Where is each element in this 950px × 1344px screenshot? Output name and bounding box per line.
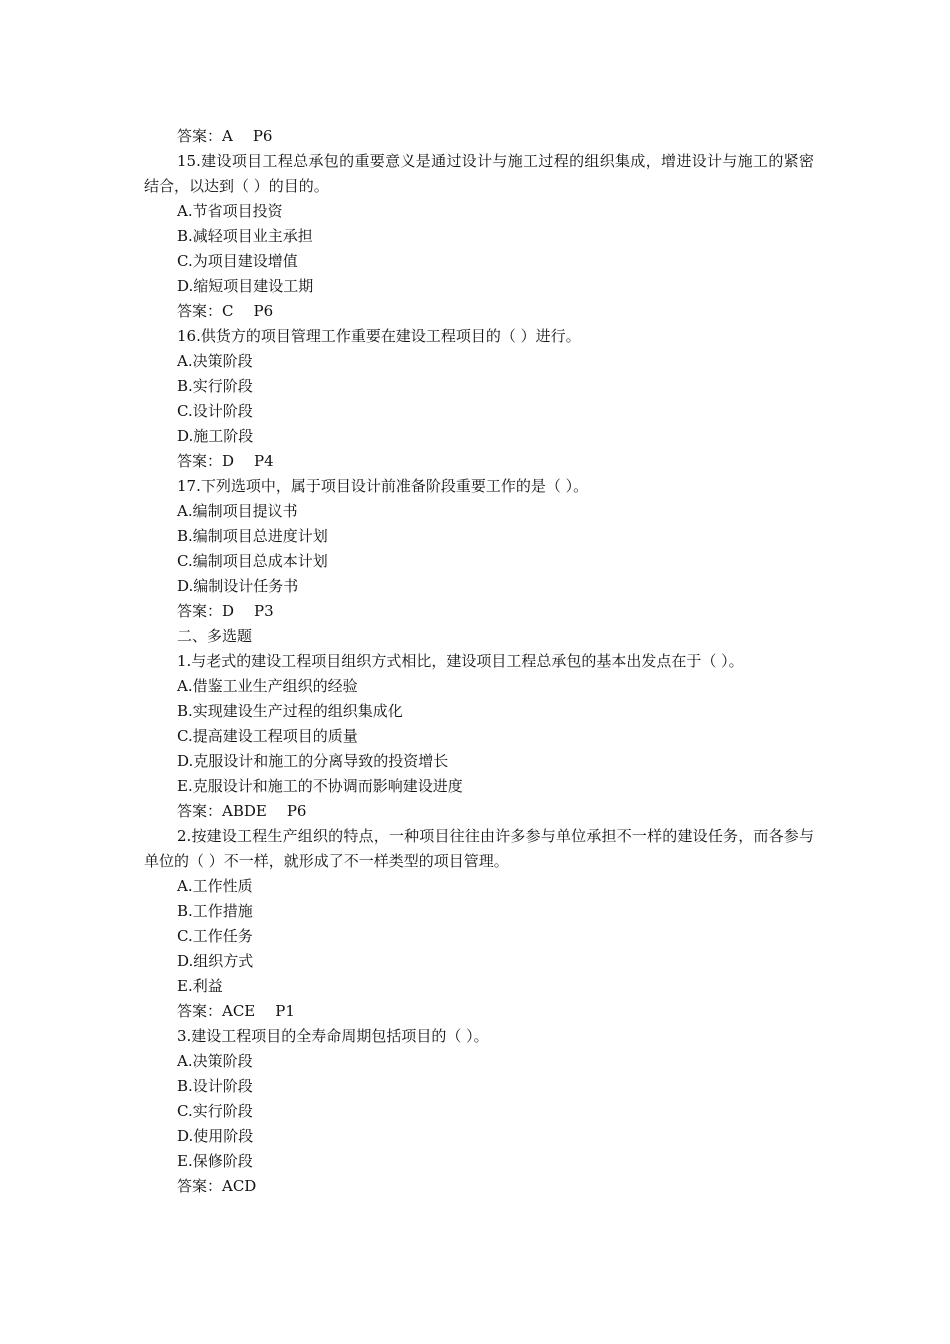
option-line: E.利益 xyxy=(177,977,223,995)
option-line: A.节省项目投资 xyxy=(177,202,283,220)
answer-line: 答案：ABDE P6 xyxy=(177,802,307,820)
answer-line: 答案：D P3 xyxy=(177,602,274,620)
option-line: D.编制设计任务书 xyxy=(177,577,299,595)
question-16: 16.供货方的项目管理工作重要在建设工程项目的（ ）进行。 xyxy=(177,327,581,345)
option-line: B.编制项目总进度计划 xyxy=(177,527,328,545)
option-line: E.克服设计和施工的不协调而影响建设进度 xyxy=(177,777,463,795)
option-line: D.组织方式 xyxy=(177,952,254,970)
option-line: D.施工阶段 xyxy=(177,427,254,445)
option-line: A.编制项目提议书 xyxy=(177,502,298,520)
option-line: A.工作性质 xyxy=(177,877,253,895)
question-17: 17.下列选项中，属于项目设计前准备阶段重要工作的是（ ）。 xyxy=(177,477,589,495)
option-line: C.提高建设工程项目的质量 xyxy=(177,727,358,745)
option-line: E.保修阶段 xyxy=(177,1152,253,1170)
section-heading: 二、多选题 xyxy=(177,627,253,645)
option-line: B.减轻项目业主承担 xyxy=(177,227,313,245)
option-line: D.使用阶段 xyxy=(177,1127,254,1145)
option-line: C.编制项目总成本计划 xyxy=(177,552,328,570)
option-line: A.借鉴工业生产组织的经验 xyxy=(177,677,358,695)
option-line: B.设计阶段 xyxy=(177,1077,253,1095)
option-line: B.实行阶段 xyxy=(177,377,253,395)
option-line: D.克服设计和施工的分离导致的投资增长 xyxy=(177,752,449,770)
option-line: A.决策阶段 xyxy=(177,1052,253,1070)
answer-line: 答案：ACE P1 xyxy=(177,1002,295,1020)
multi-question-3: 3.建设工程项目的全寿命周期包括项目的（ ）。 xyxy=(177,1027,489,1045)
answer-line: 答案：A P6 xyxy=(177,127,273,145)
answer-line: 答案：D P4 xyxy=(177,452,274,470)
option-line: C.设计阶段 xyxy=(177,402,253,420)
option-line: A.决策阶段 xyxy=(177,352,253,370)
document-body xyxy=(144,124,814,1199)
option-line: C.为项目建设增值 xyxy=(177,252,298,270)
option-line: D.缩短项目建设工期 xyxy=(177,277,314,295)
option-line: C.实行阶段 xyxy=(177,1102,253,1120)
option-line: B.工作措施 xyxy=(177,902,253,920)
question-15: 15.建设项目工程总承包的重要意义是通过设计与施工过程的组织集成，增进设计与施工的紧密结合，以达到（ ）的目的。 xyxy=(144,152,814,195)
answer-line: 答案：C P6 xyxy=(177,302,274,320)
answer-line: 答案：ACD xyxy=(177,1177,257,1195)
multi-question-1: 1.与老式的建设工程项目组织方式相比，建设项目工程总承包的基本出发点在于（ ）。 xyxy=(177,652,744,670)
option-line: C.工作任务 xyxy=(177,927,253,945)
option-line: B.实现建设生产过程的组织集成化 xyxy=(177,702,403,720)
multi-question-2: 2.按建设工程生产组织的特点，一种项目往往由许多参与单位承担不一样的建设任务，而各参与单位的（ ）不一样，就形成了不一样类型的项目管理。 xyxy=(144,827,814,870)
